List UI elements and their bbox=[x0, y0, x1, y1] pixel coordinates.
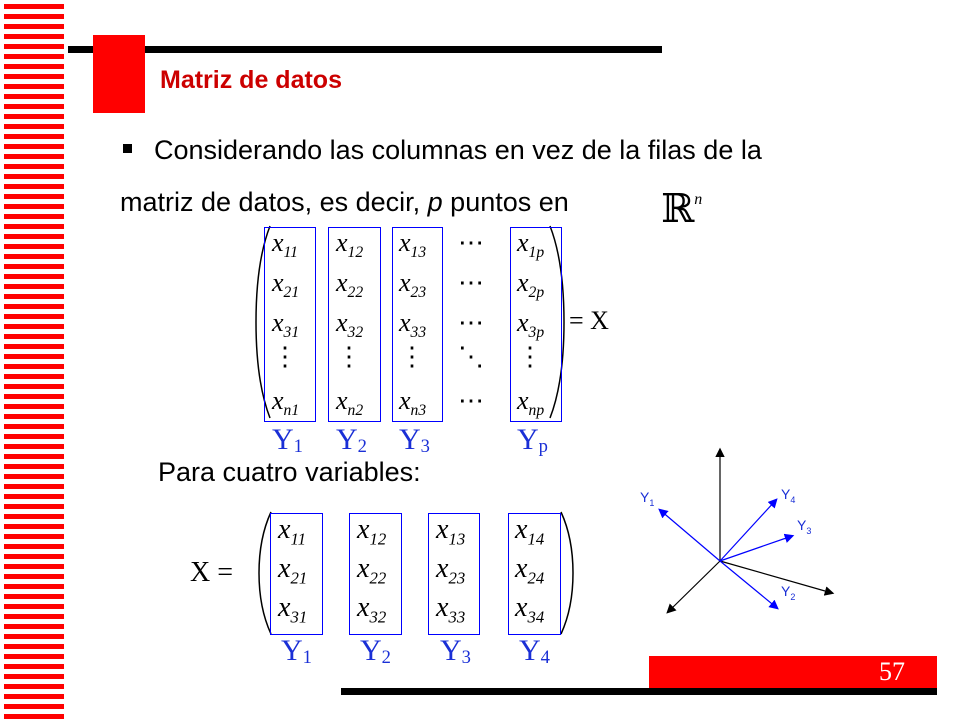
stripe bbox=[4, 444, 64, 449]
axis-label-y4: $Y_4$ bbox=[781, 486, 796, 505]
stripe bbox=[4, 494, 64, 499]
matrix2-cell: $x_{21}$ bbox=[278, 553, 308, 588]
stripe bbox=[4, 664, 64, 669]
stripe bbox=[4, 234, 64, 239]
stripe bbox=[4, 184, 64, 189]
stripe bbox=[4, 44, 64, 49]
matrix2-label-y1: $Y_1$ bbox=[281, 634, 312, 668]
matrix1-cell: ⋮ bbox=[517, 342, 543, 371]
stripe bbox=[4, 174, 64, 179]
matrix1-cell: $x_{12}$ bbox=[336, 228, 364, 262]
matrix1-column-box-2 bbox=[328, 227, 381, 422]
stripe bbox=[4, 34, 64, 39]
stripe bbox=[4, 544, 64, 549]
header-rule bbox=[68, 46, 662, 53]
para-cuatro-variables: Para cuatro variables: bbox=[158, 457, 421, 487]
stripe bbox=[4, 354, 64, 359]
stripe bbox=[4, 524, 64, 529]
stripe bbox=[4, 254, 64, 259]
matrix2-label-y2: $Y_2$ bbox=[360, 634, 391, 668]
matrix1-label-y1: $Y_1$ bbox=[272, 423, 303, 457]
stripe bbox=[4, 504, 64, 509]
stripe bbox=[4, 194, 64, 199]
matrix2-label-y3: $Y_3$ bbox=[440, 634, 471, 668]
matrix2-cell: $x_{11}$ bbox=[278, 514, 306, 549]
stripe bbox=[4, 154, 64, 159]
matrix1-cell: ⋯ bbox=[458, 228, 484, 257]
matrix1-cell: $x_{13}$ bbox=[399, 228, 427, 262]
matrix1-cell: $x_{21}$ bbox=[272, 268, 300, 302]
stripe bbox=[4, 54, 64, 59]
stripe bbox=[4, 684, 64, 689]
stripe bbox=[4, 714, 64, 719]
stripe bbox=[4, 244, 64, 249]
stripe bbox=[4, 204, 64, 209]
matrix2-cell: $x_{34}$ bbox=[515, 592, 545, 627]
stripe bbox=[4, 64, 64, 69]
stripe bbox=[4, 114, 64, 119]
stripe bbox=[4, 134, 64, 139]
matrix2-cell: $x_{24}$ bbox=[515, 553, 545, 588]
stripe bbox=[4, 694, 64, 699]
stripe bbox=[4, 634, 64, 639]
stripe bbox=[4, 464, 64, 469]
stripe bbox=[4, 424, 64, 429]
stripe bbox=[4, 144, 64, 149]
matrix2-cell: $x_{23}$ bbox=[436, 553, 466, 588]
matrix2-cell: $x_{32}$ bbox=[357, 592, 387, 627]
matrix1-cell: ⋯ bbox=[458, 386, 484, 415]
matrix1-cell: $x_{23}$ bbox=[399, 268, 427, 302]
variable-axes-diagram bbox=[640, 440, 860, 640]
matrix1-cell: ⋮ bbox=[399, 342, 425, 371]
matrix1-cell: $x_{1p}$ bbox=[517, 228, 545, 262]
decorative-stripes bbox=[0, 0, 68, 720]
axis-right bbox=[720, 561, 832, 593]
matrix1-cell: $x_{11}$ bbox=[272, 228, 298, 262]
stripe bbox=[4, 554, 64, 559]
page-number: 57 bbox=[879, 657, 905, 686]
stripe bbox=[4, 4, 64, 9]
stripe bbox=[4, 14, 64, 19]
stripe bbox=[4, 94, 64, 99]
stripe bbox=[4, 564, 64, 569]
matrix2-label-y4: $Y_4$ bbox=[519, 634, 550, 668]
matrix2-cell: $x_{33}$ bbox=[436, 592, 466, 627]
matrix1-cell: ⋯ bbox=[458, 308, 484, 337]
matrix2-cell: $x_{22}$ bbox=[357, 553, 387, 588]
stripe bbox=[4, 624, 64, 629]
bullet-line-1: Considerando las columnas en vez de la filas de la bbox=[154, 135, 762, 165]
matrix1-cell: ⋱ bbox=[458, 342, 484, 371]
stripe bbox=[4, 454, 64, 459]
stripe bbox=[4, 374, 64, 379]
stripe bbox=[4, 574, 64, 579]
matrix1-label-yp: $Y_p$ bbox=[517, 423, 548, 457]
stripe bbox=[4, 414, 64, 419]
matrix1-cell: ⋯ bbox=[458, 268, 484, 297]
stripe bbox=[4, 394, 64, 399]
matrix1-column-box-p bbox=[510, 227, 562, 422]
matrix1-cell: ⋮ bbox=[272, 342, 298, 371]
matrix1-cell: $x_{np}$ bbox=[517, 386, 545, 420]
matrix1-column-box-3 bbox=[392, 227, 443, 422]
stripe bbox=[4, 434, 64, 439]
stripe bbox=[4, 704, 64, 709]
matrix1-rhs: = X bbox=[569, 306, 609, 335]
stripe bbox=[4, 124, 64, 129]
matrix1-cell: ⋮ bbox=[336, 342, 362, 371]
stripe bbox=[4, 214, 64, 219]
axis-label-y2: $Y_2$ bbox=[781, 583, 796, 602]
matrix1-label-y3: $Y_3$ bbox=[399, 423, 430, 457]
stripe bbox=[4, 384, 64, 389]
matrix1-cell: $x_{n2}$ bbox=[336, 386, 364, 420]
stripe bbox=[4, 304, 64, 309]
matrix2-cell: $x_{12}$ bbox=[357, 514, 387, 549]
bullet-marker bbox=[123, 144, 132, 153]
stripe bbox=[4, 614, 64, 619]
footer-rule bbox=[341, 688, 937, 695]
stripe bbox=[4, 264, 64, 269]
stripe bbox=[4, 584, 64, 589]
matrix1-brackets bbox=[250, 222, 580, 422]
matrix2-lhs: X = bbox=[190, 557, 234, 588]
stripe bbox=[4, 294, 64, 299]
stripe bbox=[4, 274, 64, 279]
matrix1-label-y2: $Y_2$ bbox=[336, 423, 367, 457]
matrix1-cell: $x_{31}$ bbox=[272, 308, 300, 342]
stripe bbox=[4, 484, 64, 489]
axis-label-y1: $Y_1$ bbox=[640, 489, 655, 508]
stripe bbox=[4, 334, 64, 339]
stripe bbox=[4, 674, 64, 679]
stripe bbox=[4, 284, 64, 289]
vector-y2 bbox=[720, 561, 777, 608]
bullet-line-2: matriz de datos, es decir, p puntos en bbox=[120, 187, 569, 217]
matrix1-cell: $x_{22}$ bbox=[336, 268, 364, 302]
axis-label-y3: $Y_3$ bbox=[797, 517, 812, 536]
matrix1-cell: $x_{n1}$ bbox=[272, 386, 300, 420]
matrix1-cell: $x_{2p}$ bbox=[517, 268, 545, 302]
stripe bbox=[4, 514, 64, 519]
stripe bbox=[4, 164, 64, 169]
matrix2-cell: $x_{13}$ bbox=[436, 514, 466, 549]
stripe bbox=[4, 24, 64, 29]
stripe bbox=[4, 404, 64, 409]
vector-y1 bbox=[660, 510, 720, 561]
matrix2-cell: $x_{14}$ bbox=[515, 514, 545, 549]
stripe bbox=[4, 84, 64, 89]
stripe bbox=[4, 314, 64, 319]
matrix1-cell: $x_{3p}$ bbox=[517, 308, 545, 342]
stripe bbox=[4, 104, 64, 109]
stripe bbox=[4, 654, 64, 659]
matrix2-cell: $x_{31}$ bbox=[278, 592, 308, 627]
matrix1-cell: $x_{32}$ bbox=[336, 308, 364, 342]
slide-title: Matriz de datos bbox=[160, 66, 342, 94]
stripe bbox=[4, 594, 64, 599]
stripe bbox=[4, 474, 64, 479]
stripe bbox=[4, 364, 64, 369]
stripe bbox=[4, 644, 64, 649]
stripe bbox=[4, 534, 64, 539]
stripe bbox=[4, 344, 64, 349]
matrix1-cell: $x_{33}$ bbox=[399, 308, 427, 342]
matrix1-cell: $x_{n3}$ bbox=[399, 386, 427, 420]
header-red-block bbox=[93, 35, 145, 113]
matrix1-column-box-1 bbox=[264, 227, 316, 422]
axis-left bbox=[668, 561, 720, 612]
stripe bbox=[4, 224, 64, 229]
stripe bbox=[4, 324, 64, 329]
stripe bbox=[4, 74, 64, 79]
stripe bbox=[4, 604, 64, 609]
real-space-symbol: ℝ$^n$ bbox=[661, 186, 703, 232]
